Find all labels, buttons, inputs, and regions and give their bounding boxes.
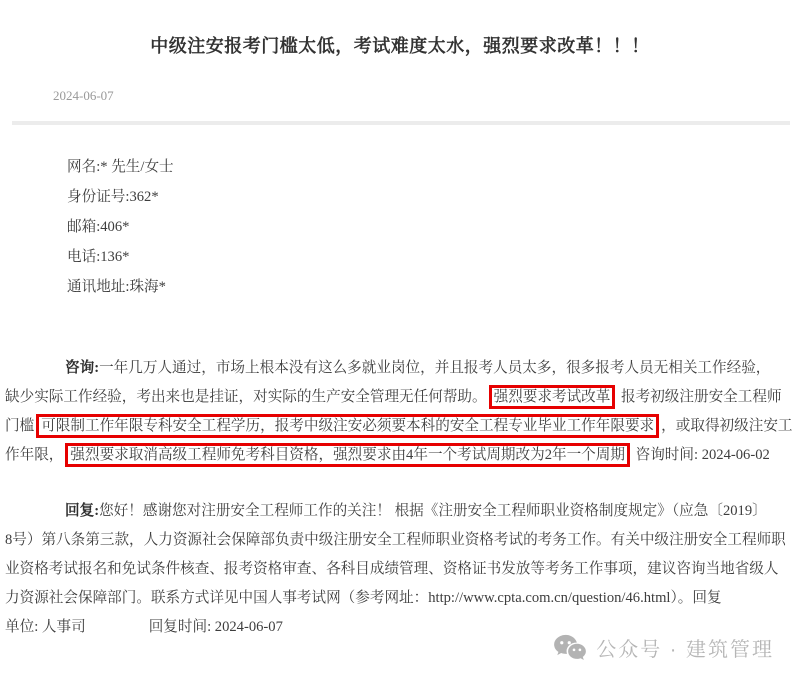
user-info-field: [67, 242, 790, 272]
text-segment: 单位: 人事司: [5, 619, 86, 635]
post-date: 2024-06-07: [53, 88, 114, 103]
text-segment: 回复时间: 2024-06-07: [148, 619, 283, 635]
field-value: 136*: [100, 249, 130, 265]
field-label: 网名:: [67, 159, 101, 175]
user-info-field: [67, 272, 790, 302]
field-label: 电话:: [67, 249, 101, 265]
user-info-field: [67, 212, 790, 242]
field-value: 珠海*: [129, 279, 166, 295]
paragraph-line: [5, 412, 800, 441]
annotation-highlight-box: 强烈要求考试改革: [489, 385, 616, 409]
text-segment: 咨询时间: 2024-06-02: [631, 447, 770, 463]
text-segment: 缺少实际工作经验，考出来也是挂证，对实际的生产安全管理无任何帮助。: [5, 389, 487, 405]
watermark: [553, 633, 774, 662]
paragraph-line: [5, 354, 800, 383]
user-info-section: [67, 152, 790, 302]
paragraph-line: [5, 383, 800, 412]
text-segment: 业资格考试报名和免试条件核查、报考资格审查、各科目成绩管理、资格证书发放等考务工作事项，建议咨询当地省级人: [5, 561, 779, 577]
user-info-field: [67, 152, 790, 182]
paragraph-line: [5, 526, 800, 555]
consult-paragraph: [5, 354, 800, 470]
page-title: 中级注安报考门槛太低，考试难度太水，强烈要求改革！！！: [150, 36, 650, 56]
text-segment: 8号）第八条第三款，人力资源社会保障部负责中级注册安全工程师职业资格考试的考务工作。有关中级注册安全工程师职: [5, 532, 786, 548]
annotation-highlight-box: 强烈要求取消高级工程师免考科目资格，强烈要求由4年一个考试周期改为2年一个周期: [65, 443, 630, 467]
paragraph-line: [5, 584, 800, 613]
paragraph-line: [5, 497, 800, 526]
reply-paragraph: [5, 497, 800, 642]
text-segment: 门槛: [5, 418, 35, 434]
user-info-field: [67, 182, 790, 212]
paragraph-line: [5, 441, 800, 470]
text-segment: 您好！感谢您对注册安全工程师工作的关注！ 根据《注册安全工程师职业资格制度规定》（应急〔2019〕: [99, 503, 767, 519]
field-label: 邮箱:: [67, 219, 101, 235]
text-segment: 力资源社会保障部门。联系方式详见中国人事考试网（参考网址：http://www.cpta.com.cn/question/46.html）。回复: [5, 590, 722, 606]
field-value: 406*: [100, 219, 130, 235]
field-value: * 先生/女士: [100, 159, 174, 175]
text-segment: ，或取得初级注安工: [661, 418, 793, 434]
text-segment: 作年限，: [5, 447, 64, 463]
field-label: 通讯地址:: [67, 279, 130, 295]
watermark-text: 公众号 · 建筑管理: [596, 639, 774, 661]
wechat-icon: [553, 634, 587, 662]
annotation-highlight-box: 可限制工作年限专科安全工程学历，报考中级注安必须要本科的安全工程专业毕业工作年限要求: [36, 414, 659, 438]
paragraph-label: 咨询:: [65, 360, 100, 376]
text-segment: 报考初级注册安全工程师: [617, 389, 782, 405]
field-label: 身份证号:: [67, 189, 130, 205]
paragraph-label: 回复:: [65, 503, 100, 519]
text-segment: 一年几万人通过，市场上根本没有这么多就业岗位，并且报考人员太多，很多报考人员无相关工作经验，: [99, 360, 771, 376]
paragraph-line: [5, 555, 800, 584]
divider: [12, 121, 790, 125]
field-value: 362*: [129, 189, 159, 205]
